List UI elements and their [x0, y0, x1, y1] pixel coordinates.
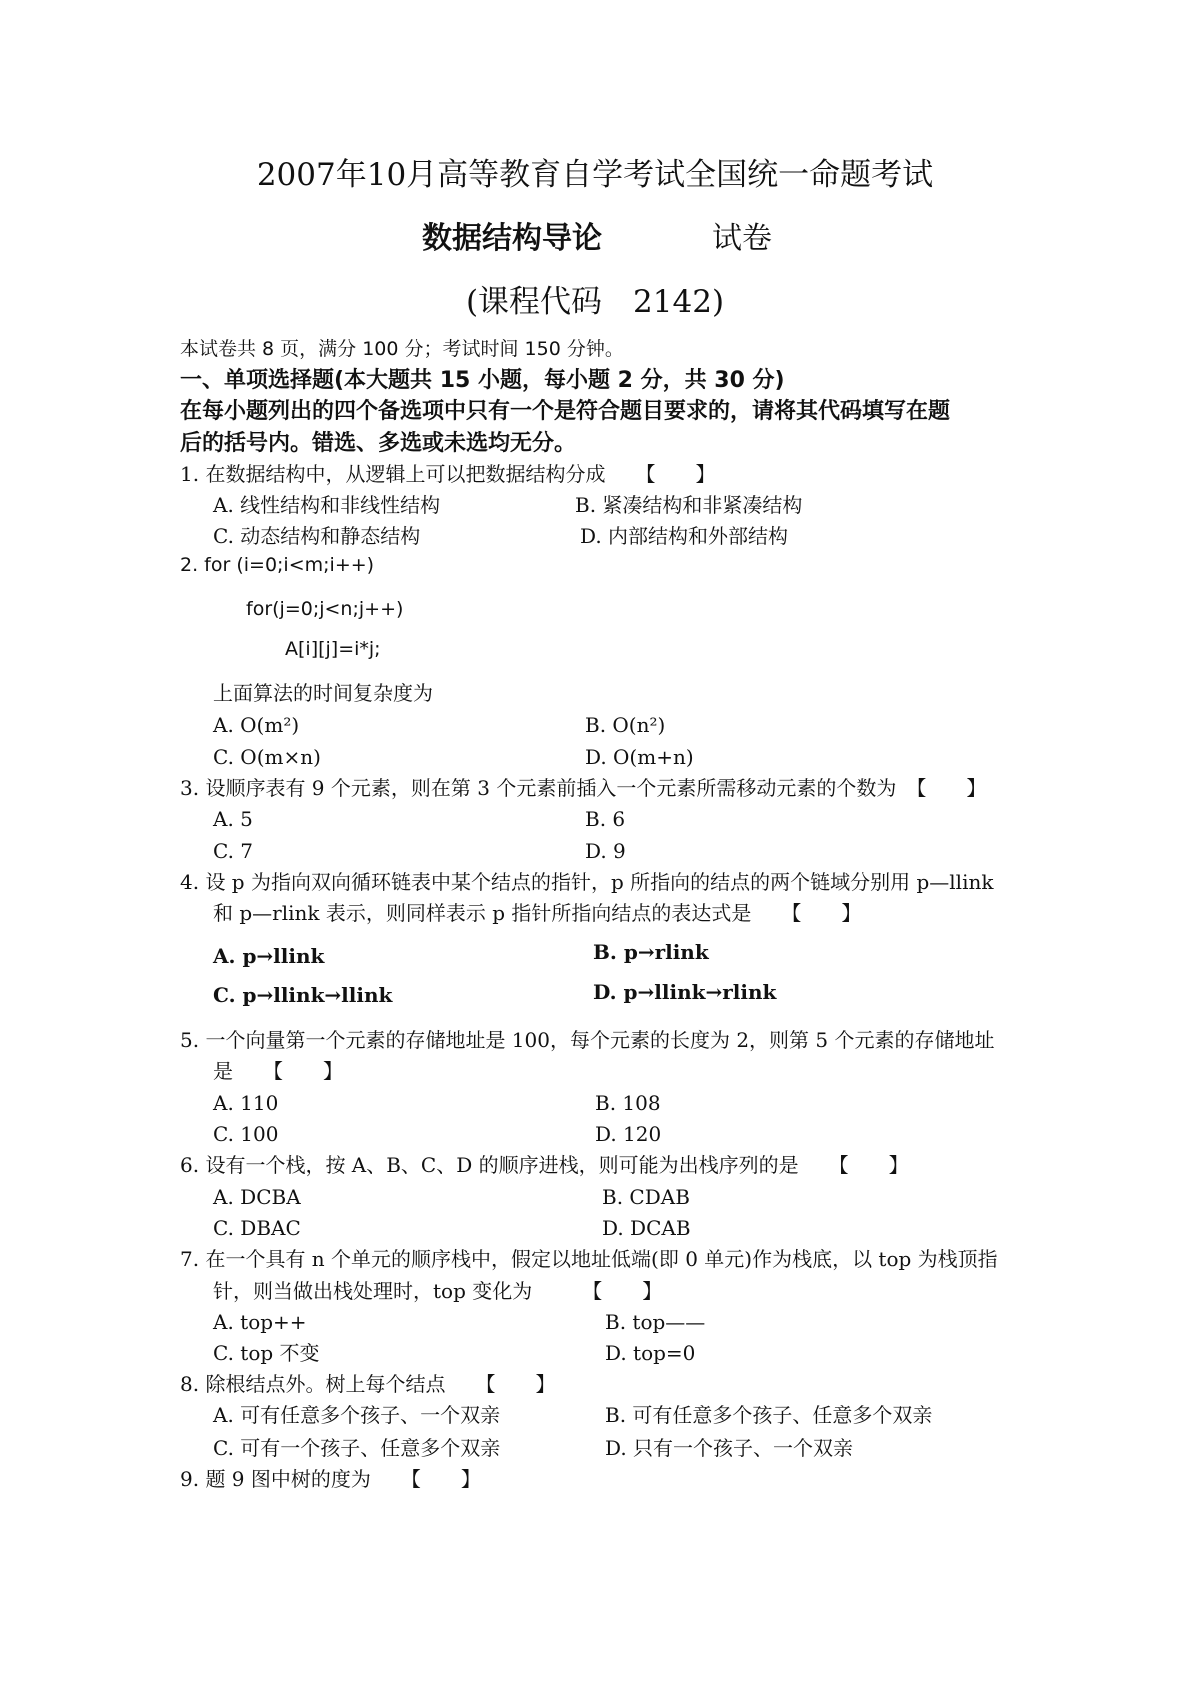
- option-a: A. 可有任意多个孩子、一个双亲: [213, 1403, 501, 1427]
- option-b: B. 可有任意多个孩子、任意多个双亲: [605, 1403, 933, 1427]
- exam-title: 2007年10月高等教育自学考试全国统一命题考试: [256, 157, 934, 193]
- option-c: C. 动态结构和静态结构: [213, 524, 421, 548]
- option-b: B. O(n²): [585, 713, 666, 737]
- question-6: 6. 设有一个栈，按 A、B、C、D 的顺序进栈，则可能为出栈序列的是 【 】: [180, 1153, 909, 1177]
- option-c: C. DBAC: [213, 1216, 301, 1240]
- option-a: A. 5: [213, 807, 253, 831]
- question-2-code: A[i][j]=i*j;: [285, 638, 381, 660]
- option-d: D. top=0: [605, 1341, 696, 1365]
- option-d: D. O(m+n): [585, 745, 694, 769]
- option-b: B. p→rlink: [593, 940, 709, 964]
- option-a: A. top++: [213, 1310, 307, 1334]
- option-b: B. CDAB: [602, 1185, 690, 1209]
- option-b: B. 6: [585, 807, 626, 831]
- question-2-code: 2. for (i=0;i<m;i++): [180, 554, 375, 576]
- instructions-line: 在每小题列出的四个备选项中只有一个是符合题目要求的，请将其代码填写在题: [180, 399, 951, 424]
- section-heading: 一、单项选择题(本大题共 15 小题，每小题 2 分，共 30 分): [180, 368, 785, 393]
- option-d: D. 内部结构和外部结构: [580, 524, 789, 548]
- question-5: 是 【 】: [213, 1059, 343, 1083]
- course-code: (课程代码 2142): [465, 284, 725, 320]
- paper-label: 试卷: [712, 221, 772, 256]
- option-b: B. 108: [595, 1091, 661, 1115]
- option-a: A. DCBA: [213, 1185, 301, 1209]
- option-c: C. p→llink→llink: [213, 983, 393, 1007]
- subject-title: 数据结构导论: [422, 221, 602, 256]
- option-d: D. p→llink→rlink: [593, 980, 777, 1004]
- option-d: D. 9: [585, 839, 626, 863]
- question-4: 4. 设 p 为指向双向循环链表中某个结点的指针，p 所指向的结点的两个链域分别用 p—llink: [180, 870, 994, 894]
- question-8: 8. 除根结点外。树上每个结点 【 】: [180, 1372, 556, 1396]
- exam-info: 本试卷共 8 页，满分 100 分；考试时间 150 分钟。: [180, 338, 624, 360]
- option-d: D. DCAB: [602, 1216, 691, 1240]
- instructions-line: 后的括号内。错选、多选或未选均无分。: [180, 431, 577, 456]
- question-1: 1. 在数据结构中，从逻辑上可以把数据结构分成 【 】: [180, 462, 716, 486]
- option-d: D. 120: [595, 1122, 662, 1146]
- question-4: 和 p—rlink 表示，则同样表示 p 指针所指向结点的表达式是 【 】: [213, 901, 862, 925]
- question-7: 针，则当做出栈处理时，top 变化为 【 】: [213, 1279, 663, 1303]
- option-c: C. O(m×n): [213, 745, 321, 769]
- question-9: 9. 题 9 图中树的度为 【 】: [180, 1467, 481, 1491]
- question-3: 3. 设顺序表有 9 个元素，则在第 3 个元素前插入一个元素所需移动元素的个数为 【 】: [180, 776, 987, 800]
- option-b: B. top——: [605, 1310, 706, 1334]
- question-2-code: for(j=0;j<n;j++): [246, 598, 404, 620]
- option-d: D. 只有一个孩子、一个双亲: [605, 1436, 854, 1460]
- question-2: 上面算法的时间复杂度为: [213, 681, 433, 705]
- option-c: C. 100: [213, 1122, 279, 1146]
- question-7: 7. 在一个具有 n 个单元的顺序栈中，假定以地址低端(即 0 单元)作为栈底，以 top 为栈顶指: [180, 1247, 998, 1271]
- option-c: C. 7: [213, 839, 254, 863]
- option-b: B. 紧凑结构和非紧凑结构: [575, 493, 803, 517]
- option-a: A. 110: [213, 1091, 279, 1115]
- question-5: 5. 一个向量第一个元素的存储地址是 100，每个元素的长度为 2，则第 5 个元素的存储地址: [180, 1028, 995, 1052]
- option-a: A. O(m²): [213, 713, 300, 737]
- option-c: C. 可有一个孩子、任意多个双亲: [213, 1436, 501, 1460]
- option-c: C. top 不变: [213, 1341, 320, 1365]
- option-a: A. 线性结构和非线性结构: [213, 493, 441, 517]
- option-a: A. p→llink: [213, 944, 325, 968]
